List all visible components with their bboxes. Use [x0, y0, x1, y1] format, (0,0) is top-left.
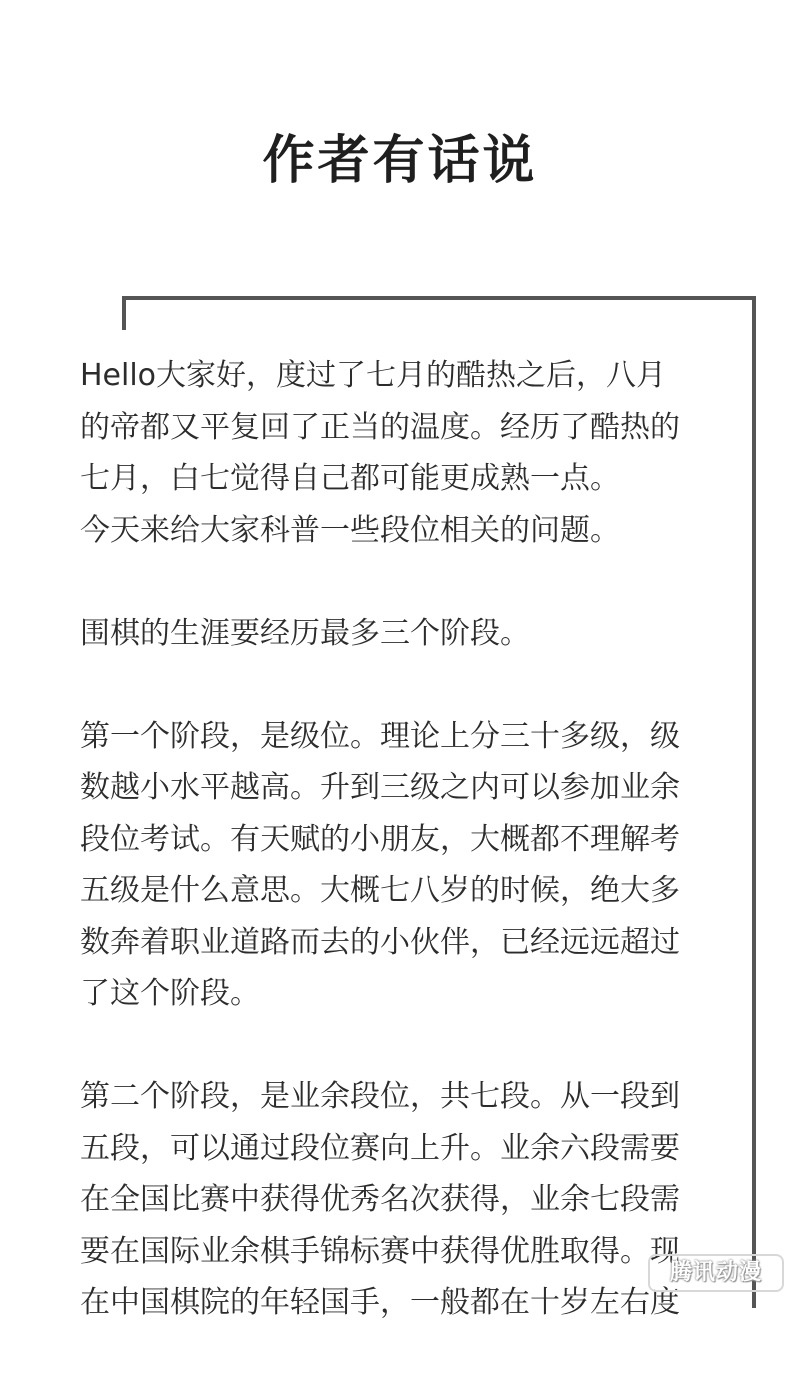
watermark-logo: 腾讯动漫	[648, 1254, 784, 1292]
frame-right-border	[752, 296, 756, 1308]
frame-top-border	[122, 296, 756, 300]
author-note-body	[80, 350, 740, 1380]
page-title: 作者有话说	[262, 130, 538, 191]
paragraph-stages: 围棋的生涯要经历最多三个阶段。	[80, 615, 530, 651]
frame-left-corner	[122, 296, 126, 330]
paragraph-stage-two: 第二个阶段，是业余段位，共七段。从一段到 五段，可以通过段位赛向上升。业余六段需要 在全国比赛中获得优秀名次获得，业余七段需 要在国际业余棋手锦标赛中获得优胜取得。现 在中国棋院的年轻国手，一般都在十岁左右度	[80, 1079, 680, 1320]
paragraph-stage-one: 第一个阶段，是级位。理论上分三十多级，级 数越小水平越高。升到三级之内可以参加业余 段位考试。有天赋的小朋友，大概都不理解考 五级是什么意思。大概七八岁的时候，绝大多 数奔着职业道路而去的小伙伴，已经远远超过 了这个阶段。	[80, 718, 680, 1011]
paragraph-intro: Hello大家好，度过了七月的酷热之后，八月 的帝都又平复回了正当的温度。经历了酷热的 七月，白七觉得自己都可能更成熟一点。 今天来给大家科普一些段位相关的问题。	[80, 358, 680, 548]
